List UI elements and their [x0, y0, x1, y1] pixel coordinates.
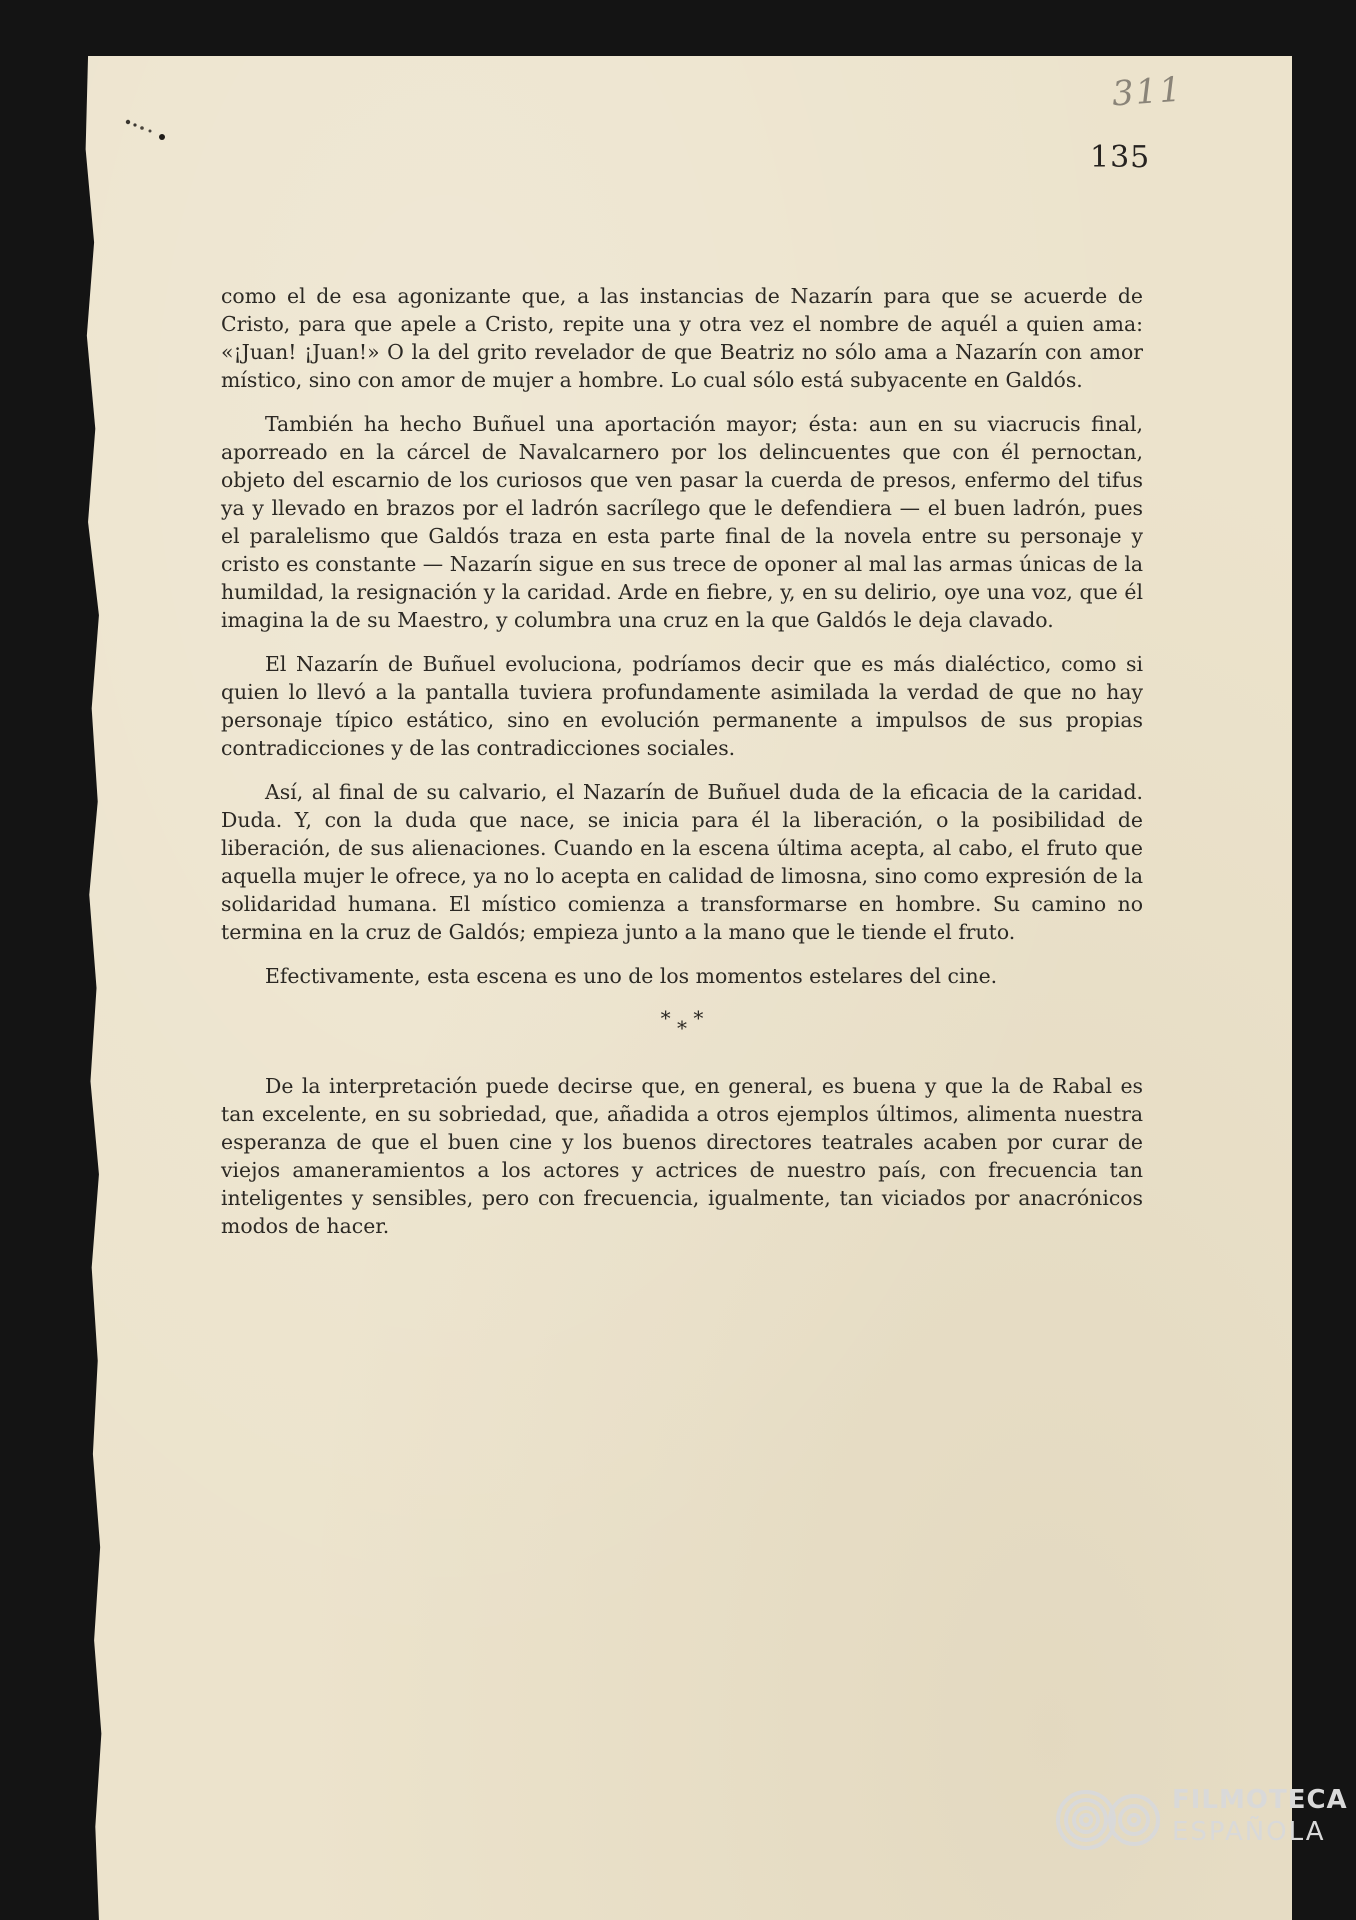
logo-line-2: ESPAÑOLA: [1172, 1817, 1326, 1847]
paragraph-4: Así, al final de su calvario, el Nazarín de Buñuel duda de la eficacia de la caridad. Duda. Y, con la duda que nace, se inicia para él la liberación, o la posibilidad de liberación, de sus alienaciones. Cuando en la escena última acepta, al cabo, el fruto que aquella mujer le ofrece, ya no lo acepta en calidad de limosna, sino como expresión de la solidaridad humana. El místico comienza a transformarse en hombre. Su camino no termina en la cruz de Galdós; empieza junto a la mano que le tiende el fruto.: [221, 780, 1143, 944]
paragraph-1: como el de esa agonizante que, a las instancias de Nazarín para que se acuerde de Cristo, para que apele a Cristo, repite una y otra vez el nombre de aquél a quien ama: «¡Juan! ¡Juan!» O la del grito revelador de que Beatriz no sólo ama a Nazarín con amor místico, sino con amor de mujer a hombre. Lo cual sólo está subyacente en Galdós.: [221, 284, 1143, 392]
paragraph-6: De la interpretación puede decirse que, en general, es buena y que la de Rabal es tan excelente, en su sobriedad, que, añadida a otros ejemplos últimos, alimenta nuestra esperanza de que el buen cine y los buenos directores teatrales acaben por curar de viejos amaneramientos a los actores y actrices de nuestro país, con frecuencia tan inteligentes y sensibles, pero con frecuencia, igualmente, tan viciados por anacrónicos modos de hacer.: [221, 1074, 1143, 1238]
article-body: [221, 282, 1143, 1256]
filmoteca-wordmark: [1172, 1784, 1348, 1848]
filmoteca-logo-icon: [1052, 1778, 1162, 1888]
paragraph-2: También ha hecho Buñuel una aportación mayor; ésta: aun en su viacrucis final, aporreado en la cárcel de Navalcarnero por los delincuentes que con él pernoctan, objeto del escarnio de los curiosos que ven pasar la cuerda de presos, enfermo del tifus ya y llevado en brazos por el ladrón sacrílego que le defendiera — el buen ladrón, pues el paralelismo que Galdós traza en esta parte final de la novela entre su personaje y cristo es constante — Nazarín sigue en sus trece de oponer al mal las armas únicas de la humildad, la resignación y la caridad. Arde en fiebre, y, en su delirio, oye una voz, que él imagina la de su Maestro, y columbra una cruz en la que Galdós le deja clavado.: [221, 412, 1143, 632]
paragraph-5: Efectivamente, esta escena es uno de los momentos estelares del cine.: [265, 964, 998, 988]
handwritten-annotation: 311: [1110, 69, 1185, 115]
filmoteca-watermark: [1052, 1778, 1352, 1908]
separator-asterisk-middle: *: [677, 1016, 687, 1040]
section-separator: [221, 1006, 1143, 1040]
paragraph-3: El Nazarín de Buñuel evoluciona, podríamos decir que es más dialéctico, como si quien lo llevó a la pantalla tuviera profundamente asimilada la verdad de que no hay personaje típico estático, sino en evolución permanente a impulsos de sus propias contradicciones y de las contradicciones sociales.: [221, 652, 1143, 760]
logo-line-1: FILMOTECA: [1172, 1785, 1348, 1815]
separator-asterisk-right: *: [693, 1006, 704, 1030]
page-number: 135: [1090, 140, 1151, 175]
separator-asterisk-left: *: [660, 1006, 671, 1030]
staple-hole-mark: [122, 114, 170, 144]
